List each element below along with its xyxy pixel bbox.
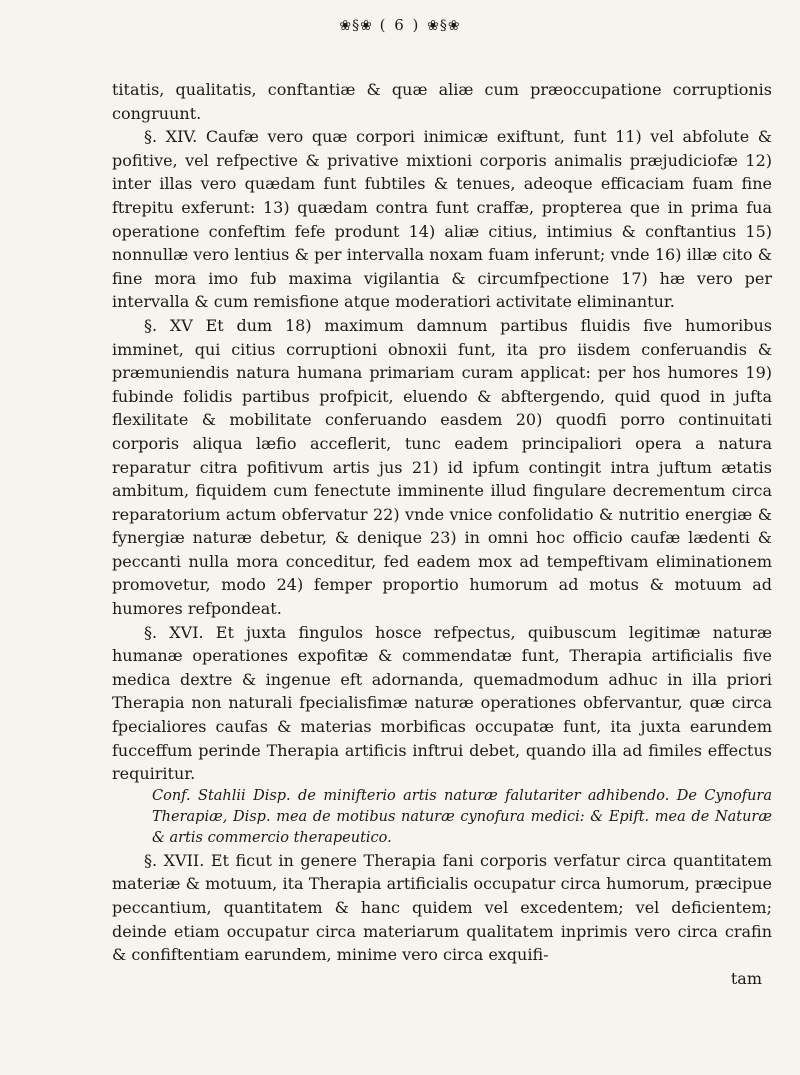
- ornament-left: ❀§❀: [339, 18, 373, 34]
- catchword: tam: [730, 968, 762, 988]
- reference-note: Conf. Stahlii Disp. de minifterio artis naturæ falutariter adhibendo. De Cynofura Therapiæ, Disp. mea de motibus naturæ cynofura medici: & Epift. mea de Naturæ & artis commercio therapeutico.: [152, 787, 772, 846]
- page-number: ( 6 ): [379, 16, 421, 34]
- paragraph-section-xiv: §. XIV. Caufæ vero quæ corpori inimicæ exiftunt, funt 11) vel abfolute & pofitive, vel refpective & privative mixtioni corporis animalis præjudiciofæ 12) inter illas vero quædam funt fubtiles & tenues, adeoque efficaciam fuam fine ftrepitu exferunt: 13) quædam contra funt craffæ, propterea que in prima fua operatione confeftim fefe produnt 14) aliæ citius, intimius & conftantius 15) nonnullæ vero lentius & per intervalla noxam fuam inferunt; vnde 16) illæ cito & fine mora imo fub maxima vigilantia & circumfpectione 17) hæ vero per intervalla & cum remisfione atque moderatiori activitate eliminantur.: [112, 127, 772, 312]
- body-text: [112, 78, 772, 990]
- paragraph-continuation: titatis, qualitatis, conftantiæ & quæ aliæ cum præoccupatione corruptionis congruunt.: [112, 80, 772, 123]
- paragraph-section-xv: §. XV Et dum 18) maximum damnum partibus fluidis five humoribus imminet, qui citius corruptioni obnoxii funt, ita pro iisdem conferuandis & præmuniendis natura humana primariam curam applicat: per hos humores 19) fubinde folidis partibus profpicit, eluendo & abftergendo, quid quod in jufta flexilitate & mobilitate conferuando easdem 20) quodfi porro continuitati corporis aliqua læfio acceflerit, tunc eadem principaliori opera a natura reparatur citra pofitivum artis jus 21) id ipfum contingit intra juftum ætatis ambitum, fiquidem cum fenectute imminente illud fingulare decrementum circa reparatorium actum obfervatur 22) vnde vnice confolidatio & nutritio energiæ & fynergiæ naturæ debetur, & denique 23) in omni hoc officio caufæ lædenti & peccanti nulla mora conceditur, fed eadem mox ad tempeftivam eliminationem promovetur, modo 24) femper proportio humorum ad motus & motuum ad humores refpondeat.: [112, 315, 772, 619]
- paragraph-section-xvi: §. XVI. Et juxta fingulos hosce refpectus, quibuscum legitimæ naturæ humanæ operationes expofitæ & commendatæ funt, Therapia artificialis five medica dextre & ingenue eft adornanda, quemadmodum adhuc in illa priori Therapia non naturali fpecialisfimæ naturæ operationes obfervantur, quæ circa fpecialiores caufas & materias morbificas occupatæ funt, ita juxta earundem fucceffum perinde Therapia artificis inftrui debet, quando illa ad fimiles effectus requiritur.: [112, 622, 772, 784]
- paragraph-section-xvii: §. XVII. Et ficut in genere Therapia fani corporis verfatur circa quantitatem materiæ & motuum, ita Therapia artificialis occupatur circa humorum, præcipue peccantium, quantitatem & hanc quidem vel excedentem; vel deficientem; deinde etiam occupatur circa materiarum qualitatem inprimis vero circa crafin & confiftentiam earundem, minime vero circa exquifi-: [112, 850, 772, 965]
- running-header: [0, 16, 800, 34]
- ornament-right: ❀§❀: [427, 18, 461, 34]
